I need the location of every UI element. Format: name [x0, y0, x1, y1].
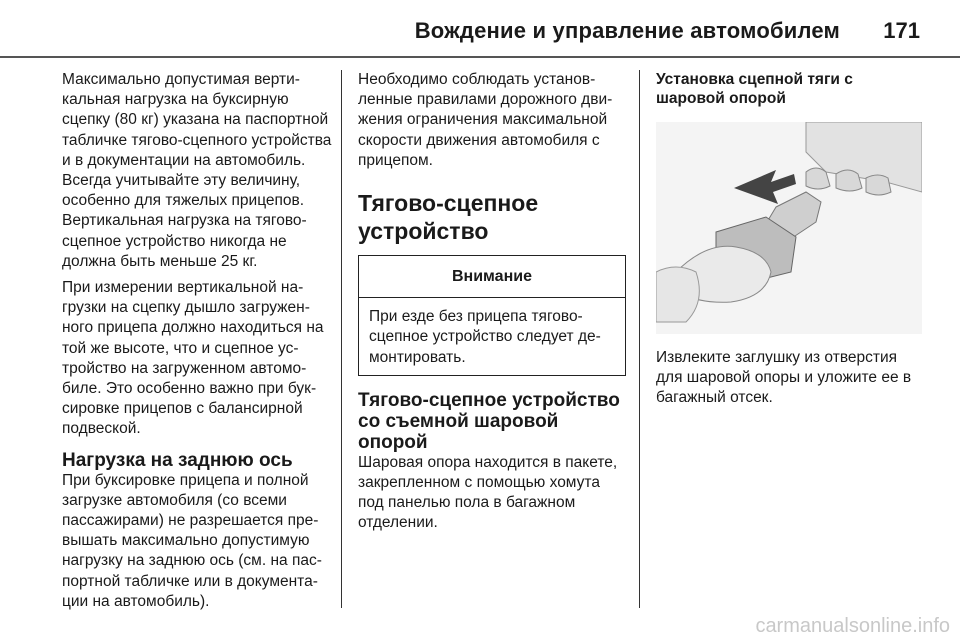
warning-box	[358, 255, 626, 376]
illustration-remove-plug	[656, 122, 922, 334]
section-heading-towbar: Тягово-сцепное устройство	[358, 190, 539, 245]
header-rule	[0, 56, 960, 58]
paragraph: При измерении вертикальной нагрузки на сцепку дышло загруженного прицепа должно находиться на той же высоте, что и сцепное устройство на загруженном автомобиле. Это особенно важно при буксировке прицепов с балансирной подвеской.	[62, 279, 324, 438]
page-number: 171	[883, 18, 920, 43]
section-heading-install-ball: Установка сцепной тяги с шаровой опорой	[656, 71, 853, 107]
column-right	[656, 70, 922, 415]
paragraph: Максимально допустимая вертикальная нагрузка на буксирную сцепку (80 кг) указана на паспортной табличке тягово-сцепного устройства и в документации на автомобиль. Всегда учитывайте эту величину, особенно для тяжелых прицепов. Вертикальная нагрузка на тягово-сцепное устройство никогда не должна быть меньше 25 кг.	[62, 71, 332, 270]
paragraph: Необходимо соблюдать установленные правилами дорожного движения ограничения максимальной скорости движения автомобиля с прицепом.	[358, 71, 613, 169]
warning-text: При езде без прицепа тягово-сцепное устройство следует демонтировать.	[369, 308, 601, 366]
column-divider	[639, 70, 640, 608]
subheading-detachable-ball: Тягово-сцепное устройство со съемной шаровой опорой	[358, 389, 620, 453]
page-header-title: Вождение и управление автомобилем	[414, 18, 840, 43]
paragraph: Шаровая опора находится в пакете, закрепленном с помощью хомута под панелью пола в багажном отделении.	[358, 453, 618, 532]
column-divider	[341, 70, 342, 608]
column-middle	[358, 70, 626, 540]
paragraph: При буксировке прицепа и полной загрузке автомобиля (со всеми пассажирами) не разрешается превышать максимально допустимую нагрузку на заднюю ось (см. на паспортной табличке или в документации на автомобиль).	[62, 471, 322, 610]
section-heading-rear-axle: Нагрузка на заднюю ось	[62, 449, 293, 471]
column-left	[62, 70, 332, 618]
paragraph: Извлеките заглушку из отверстия для шаровой опоры и уложите ее в багажный отсек.	[656, 349, 912, 407]
warning-title: Внимание	[359, 256, 625, 298]
watermark: carmanualsonline.info	[755, 615, 950, 637]
hand-removing-plug-illustration	[656, 122, 922, 334]
